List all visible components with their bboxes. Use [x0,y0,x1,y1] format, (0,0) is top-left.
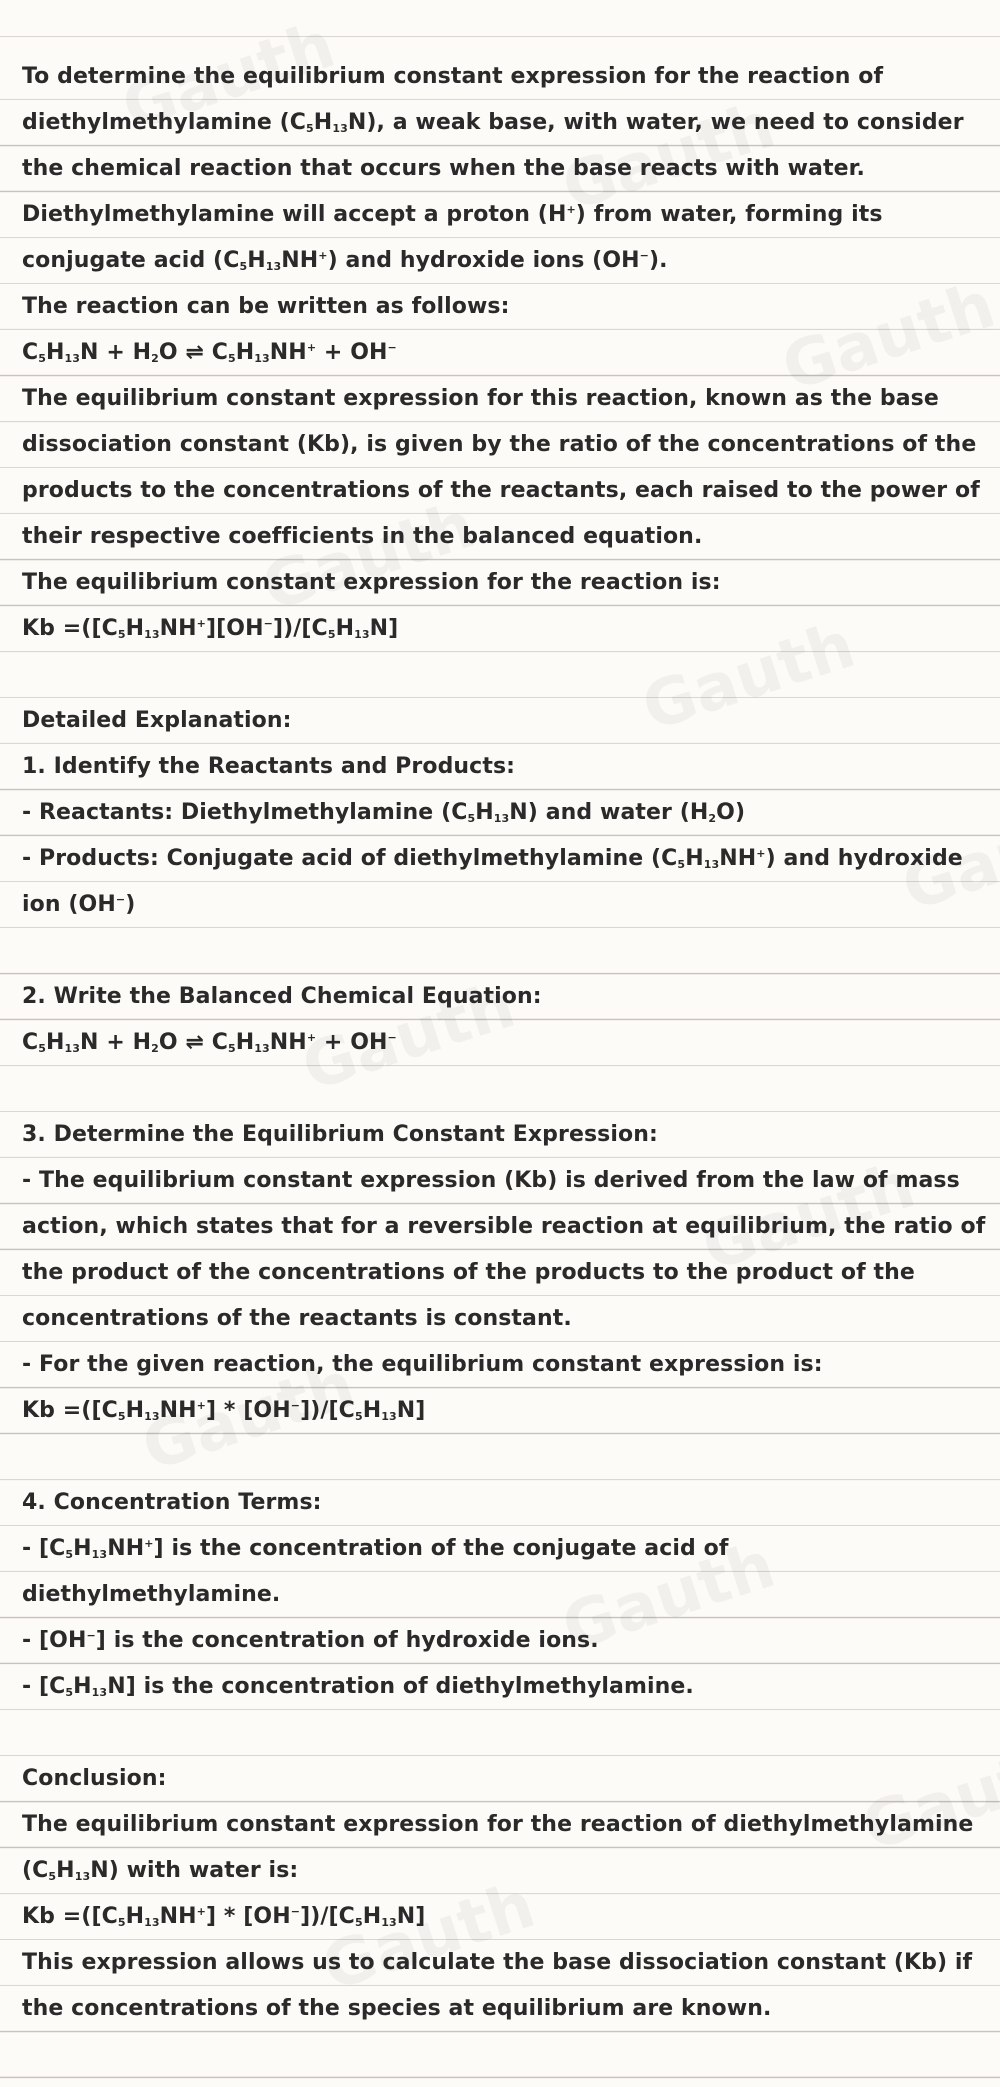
text-line: The equilibrium constant expression for the reaction is: [22,570,721,595]
text-line: - Reactants: Diethylmethylamine $(C_5H_{13}N)$ and water $(H_2O)$ [22,800,746,825]
text-line: $C_5H_{13}N + H_2O$ ⇌ $C_5H_{13}NH^+ + OH^-$ [22,1030,397,1055]
blank-line [22,1434,986,1480]
text-line: products to the concentrations of the reactants, each raised to the power of [22,478,980,503]
text-line: ion (OH−) [22,892,136,917]
text-line: the chemical reaction that occurs when the base reacts with water. [22,156,865,181]
text-line: their respective coefficients in the balanced equation. [22,524,703,549]
blank-line [22,1066,986,1112]
text-line: $C_5H_{13}N + H_2O$ ⇌ $C_5H_{13}NH^+ + OH^-$ [22,340,397,365]
blank-line [22,1710,986,1756]
text-line: - The equilibrium constant expression (Kb) is derived from the law of mass [22,1168,960,1193]
text-line: $Kb =([C_5H_{13}NH^+][OH^-])/[C_5H_{13}N]$ [22,616,399,641]
text-line: - $[C_5H_{13}NH^+]$ is the concentration of the conjugate acid of [22,1536,729,1561]
text-line: diethylmethylamine $(C_5H_{13}N)$, a weak base, with water, we need to consider [22,110,964,135]
text-line: 4. Concentration Terms: [22,1490,322,1515]
text-line: Conclusion: [22,1766,167,1791]
text-line: 1. Identify the Reactants and Products: [22,754,516,779]
text-line: $(C_5H_{13}N)$ with water is: [22,1858,299,1883]
text-line: This expression allows us to calculate the base dissociation constant (Kb) if [22,1950,973,1975]
text-line: $Kb =([C_5H_{13}NH^+] * [OH^-])/[C_5H_{13}N]$ [22,1904,426,1929]
text-line: 3. Determine the Equilibrium Constant Expression: [22,1122,658,1147]
text-line: 2. Write the Balanced Chemical Equation: [22,984,542,1009]
blank-line [22,2032,986,2078]
text-line: the concentrations of the species at equilibrium are known. [22,1996,772,2021]
text-line: concentrations of the reactants is constant. [22,1306,572,1331]
text-line: Detailed Explanation: [22,708,292,733]
text-line: - Products: Conjugate acid of diethylmethylamine $(C_5H_{13}NH^+)$ and hydroxide [22,846,963,871]
text-line: To determine the equilibrium constant expression for the reaction of [22,64,884,89]
text-line: - $[C_5H_{13}N]$ is the concentration of diethylmethylamine. [22,1674,694,1699]
text-line: dissociation constant (Kb), is given by the ratio of the concentrations of the [22,432,977,457]
blank-line [22,928,986,974]
text-line: diethylmethylamine. [22,1582,281,1607]
text-line: $Kb =([C_5H_{13}NH^+] * [OH^-])/[C_5H_{13}N]$ [22,1398,426,1423]
text-line: the product of the concentrations of the products to the product of the [22,1260,915,1285]
blank-line [22,652,986,698]
text-line: The reaction can be written as follows: [22,294,510,319]
text-line: conjugate acid $(C_5H_{13}NH^+)$ and hydroxide ions (OH−). [22,248,668,273]
text-line: The equilibrium constant expression for the reaction of diethylmethylamine [22,1812,974,1837]
text-line: action, which states that for a reversible reaction at equilibrium, the ratio of [22,1214,986,1239]
text-line: - [OH−] is the concentration of hydroxide ions. [22,1628,599,1653]
text-line: The equilibrium constant expression for this reaction, known as the base [22,386,939,411]
text-line: - For the given reaction, the equilibrium constant expression is: [22,1352,823,1377]
text-line: Diethylmethylamine will accept a proton (H+) from water, forming its [22,202,883,227]
